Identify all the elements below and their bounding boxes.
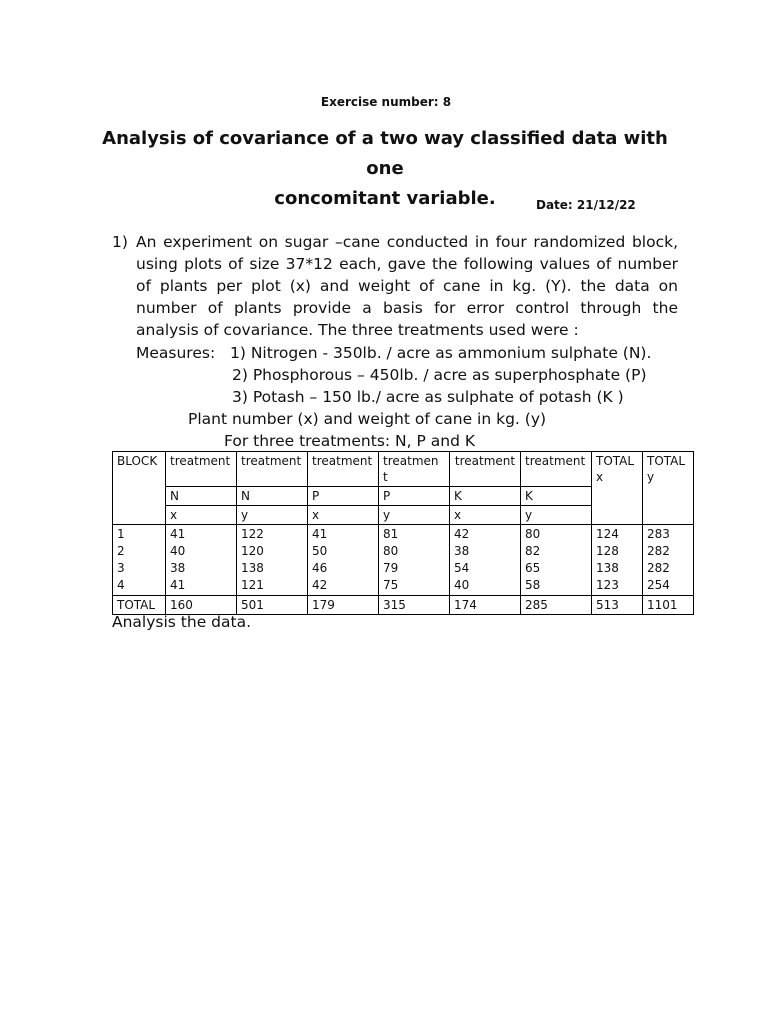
n-x-cell <box>166 525 237 596</box>
total-value: 160 <box>166 596 237 615</box>
total-value: 285 <box>521 596 592 615</box>
k-x-cell <box>450 525 521 596</box>
table-value: 38 <box>454 544 470 558</box>
variable-label: y <box>237 506 308 525</box>
measure-1: 1) Nitrogen - 350lb. / acre as ammonium sulphate (N). <box>230 344 652 362</box>
table-value: 75 <box>383 578 399 592</box>
treatment-header: treatmen t <box>379 452 450 487</box>
measure-3: 3) Potash – 150 lb./ acre as sulphate of potash (K ) <box>232 388 624 406</box>
table-value: 42 <box>312 578 328 592</box>
measure-2: 2) Phosphorous – 450lb. / acre as superphosphate (P) <box>232 366 647 384</box>
table-value: 81 <box>383 527 399 541</box>
table-subtitle-1: Plant number (x) and weight of cane in kg. (y) <box>188 410 547 428</box>
table-value: 41 <box>312 527 328 541</box>
table-value: 123 <box>596 578 619 592</box>
table-value: 120 <box>241 544 264 558</box>
p-x-cell <box>308 525 379 596</box>
total-value: 513 <box>592 596 643 615</box>
total-value: 1101 <box>643 596 694 615</box>
block-number-cell <box>113 525 166 596</box>
total-row <box>113 596 694 615</box>
total-y-header: TOTAL y <box>643 452 694 525</box>
table-value: 79 <box>383 561 399 575</box>
table-value: 54 <box>454 561 470 575</box>
table-value: 41 <box>170 578 186 592</box>
question-text: An experiment on sugar –cane conducted in four randomized block, using plots of size 37*12 each, gave the following values of number of plants per plot (x) and weight of cane in kg. (Y). the data on number of plants provide a basis for error control through the analysis of covariance. The three treatments used were : <box>136 233 678 339</box>
table-value: 121 <box>241 578 264 592</box>
table-value: 283 <box>647 527 670 541</box>
table-value: 122 <box>241 527 264 541</box>
date-label: Date: 21/12/22 <box>536 198 636 212</box>
table-subtitle-2: For three treatments: N, P and K <box>224 432 476 450</box>
treatment-code: K <box>521 487 592 506</box>
treatment-code: K <box>450 487 521 506</box>
data-table <box>112 451 694 615</box>
variable-label: y <box>379 506 450 525</box>
block-number: 4 <box>117 578 125 592</box>
total-value: 501 <box>237 596 308 615</box>
variable-label: x <box>450 506 521 525</box>
block-data-row <box>113 525 694 596</box>
treatment-header: treatment <box>237 452 308 487</box>
treatment-code: N <box>237 487 308 506</box>
treatment-code: P <box>379 487 450 506</box>
variable-label: x <box>308 506 379 525</box>
table-value: 50 <box>312 544 328 558</box>
measures-label: Measures: <box>136 344 216 362</box>
table-header-row <box>113 452 694 487</box>
table-value: 80 <box>383 544 399 558</box>
treatment-header: treatment <box>521 452 592 487</box>
footer-instruction: Analysis the data. <box>112 613 251 631</box>
table-value: 128 <box>596 544 619 558</box>
table-value: 254 <box>647 578 670 592</box>
total-value: 315 <box>379 596 450 615</box>
treatment-header: treatment <box>166 452 237 487</box>
total-y-cell <box>643 525 694 596</box>
p-y-cell <box>379 525 450 596</box>
table-value: 65 <box>525 561 541 575</box>
title-line-1: Analysis of covariance of a two way classified data with one <box>102 128 668 179</box>
total-x-cell <box>592 525 643 596</box>
table-value: 82 <box>525 544 541 558</box>
table-value: 41 <box>170 527 186 541</box>
table-value: 46 <box>312 561 328 575</box>
table-value: 38 <box>170 561 186 575</box>
table-value: 40 <box>170 544 186 558</box>
question-number: 1) <box>112 233 128 251</box>
table-value: 42 <box>454 527 470 541</box>
k-y-cell <box>521 525 592 596</box>
total-value: 174 <box>450 596 521 615</box>
treatment-header: treatment <box>308 452 379 487</box>
treatment-code: P <box>308 487 379 506</box>
title-line-2: concomitant variable. <box>274 188 496 209</box>
exercise-number: Exercise number: 8 <box>320 95 452 109</box>
variable-label: x <box>166 506 237 525</box>
n-y-cell <box>237 525 308 596</box>
table-value: 124 <box>596 527 619 541</box>
total-value: 179 <box>308 596 379 615</box>
treatment-code: N <box>166 487 237 506</box>
table-value: 282 <box>647 544 670 558</box>
table-value: 138 <box>241 561 264 575</box>
block-number: 3 <box>117 561 125 575</box>
total-label: TOTAL <box>113 596 166 615</box>
block-header: BLOCK <box>113 452 166 525</box>
table-value: 282 <box>647 561 670 575</box>
treatment-header: treatment <box>450 452 521 487</box>
variable-label: y <box>521 506 592 525</box>
table-value: 58 <box>525 578 541 592</box>
table-value: 138 <box>596 561 619 575</box>
block-number: 1 <box>117 527 125 541</box>
total-x-header: TOTAL x <box>592 452 643 525</box>
block-number: 2 <box>117 544 125 558</box>
table-value: 40 <box>454 578 470 592</box>
question-paragraph <box>112 231 678 341</box>
table-value: 80 <box>525 527 541 541</box>
